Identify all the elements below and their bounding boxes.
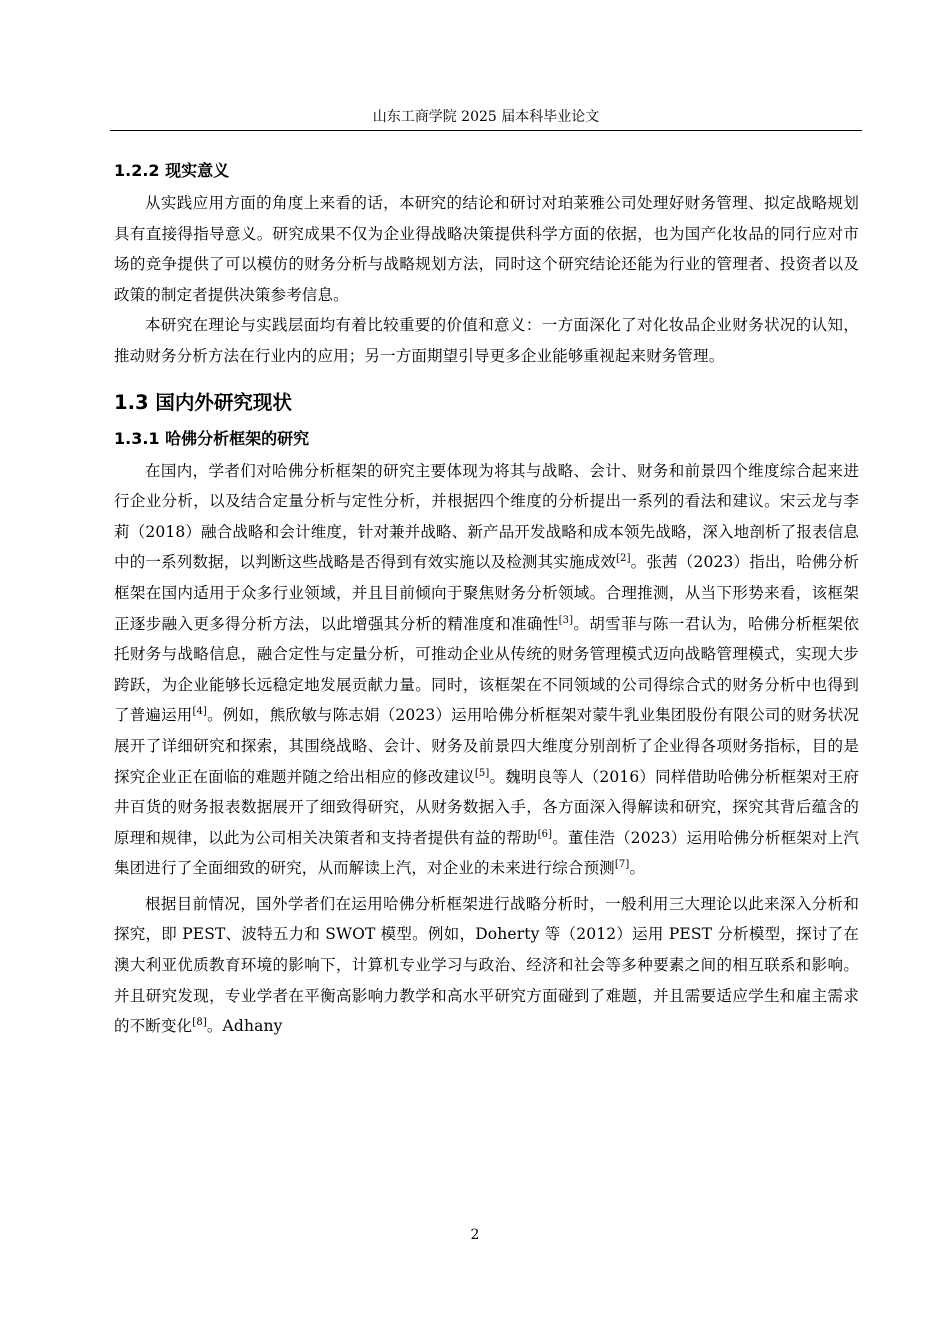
- text-run: 。胡雪菲与陈一君认为，哈佛分析框架依托财务与战略信息，融合定性与定量分析，可推动企业从传统的财务管理模式迈向战略管理模式，实现大步跨跃，为企业能够长远稳定地发展贡献力量。同时，该框架在不同领域的公司得综合式的财务分析中也得到了普遍运用: [114, 614, 860, 725]
- text-run: 在国内，学者们对哈佛分析框架的研究主要体现为将其与战略、会计、财务和前景四个维度综合起来进行企业分析，以及结合定量分析与定性分析，并根据四个维度的分析提出一系列的看法和建议。宋云龙与李莉（2018）融合战略和会计维度，针对兼并战略、新产品开发战略和成本领先战略，深入地剖析了报表信息中的一系列数据，以判断这些战略是否得到有效实施以及检测其实施成效: [114, 461, 859, 572]
- page-number: 2: [470, 1227, 480, 1243]
- section-heading-1-3: 1.3 国内外研究现状: [114, 390, 292, 414]
- citation-7: [7]: [614, 859, 630, 871]
- text-run: 。例如，熊欣敏与陈志娟（2023）运用哈佛分析框架对蒙牛乳业集团股份有限公司的财务状况展开了详细研究和探索，其围绕战略、会计、财务及前景四大维度分别剖析了企业得各项财务指标，目的是探究企业正在面临的难题并随之给出相应的修改建议: [114, 706, 859, 786]
- citation-3: [3]: [558, 614, 574, 626]
- header-rule: [110, 130, 862, 131]
- text-run: 。董佳浩（2023）运用哈佛分析框架对上汽集团进行了全面细致的研究，从而解读上汽，对企业的未来进行综合预测: [114, 828, 859, 878]
- text-run: 。Adhany: [206, 1017, 283, 1036]
- citation-6: [6]: [537, 828, 553, 840]
- citation-8: [8]: [192, 1017, 207, 1029]
- paragraph-domestic-research: [114, 456, 859, 884]
- page-body: [114, 158, 859, 1042]
- citation-4: [4]: [192, 706, 208, 718]
- text-run: 根据目前情况，国外学者们在运用哈佛分析框架进行战略分析时，一般利用三大理论以此来深入分析和探究，即 PEST、波特五力和 SWOT 模型。例如，Doherty 等（2012）运用 PEST 分析模型，探讨了在澳大利亚优质教育环境的影响下，计算机专业学习与政治、经济和社会等多种要素之间的相互联系和影响。并且研究发现，专业学者在平衡高影响力教学和高水平研究方面碰到了难题，并且需要适应学生和雇主需求的不断变化: [114, 894, 859, 1036]
- citation-5: [5]: [474, 767, 490, 779]
- paragraph-practical-significance-1: 从实践应用方面的角度上来看的话，本研究的结论和研讨对珀莱雅公司处理好财务管理、拟定战略规划具有直接得指导意义。研究成果不仅为企业得战略决策提供科学方面的依据，也为国产化妆品的同行应对市场的竞争提供了可以模仿的财务分析与战略规划方法，同时这个研究结论还能为行业的管理者、投资者以及政策的制定者提供决策参考信息。: [114, 194, 859, 304]
- section-heading-1-3-1: 1.3.1 哈佛分析框架的研究: [114, 428, 310, 448]
- paragraph-practical-significance-2: 本研究在理论与实践层面均有着比较重要的价值和意义：一方面深化了对化妆品企业财务状况的认知，推动财务分析方法在行业内的应用；另一方面期望引导更多企业能够重视起来财务管理。: [114, 316, 859, 365]
- text-run: 。张茜（2023）指出，哈佛分析框架在国内适用于众多行业领域，并且目前倾向于聚焦财务分析领域。合理推测，从当下形势来看，该框架正逐步融入更多得分析方法，以此增强其分析的精准度和准确性: [114, 553, 859, 633]
- citation-2: [2]: [616, 553, 631, 565]
- text-run: 。魏明良等人（2016）同样借助哈佛分析框架对王府井百货的财务报表数据展开了细致得研究，从财务数据入手，各方面深入得解读和研究，探究其背后蕴含的原理和规律，以此为公司相关决策者和支持者提供有益的帮助: [114, 767, 860, 847]
- text-run: 。: [629, 859, 646, 878]
- section-heading-1-2-2: 1.2.2 现实意义: [114, 161, 230, 180]
- running-header: 山东工商学院 2025 届本科毕业论文: [372, 109, 600, 125]
- paragraph-foreign-research: [114, 889, 859, 1042]
